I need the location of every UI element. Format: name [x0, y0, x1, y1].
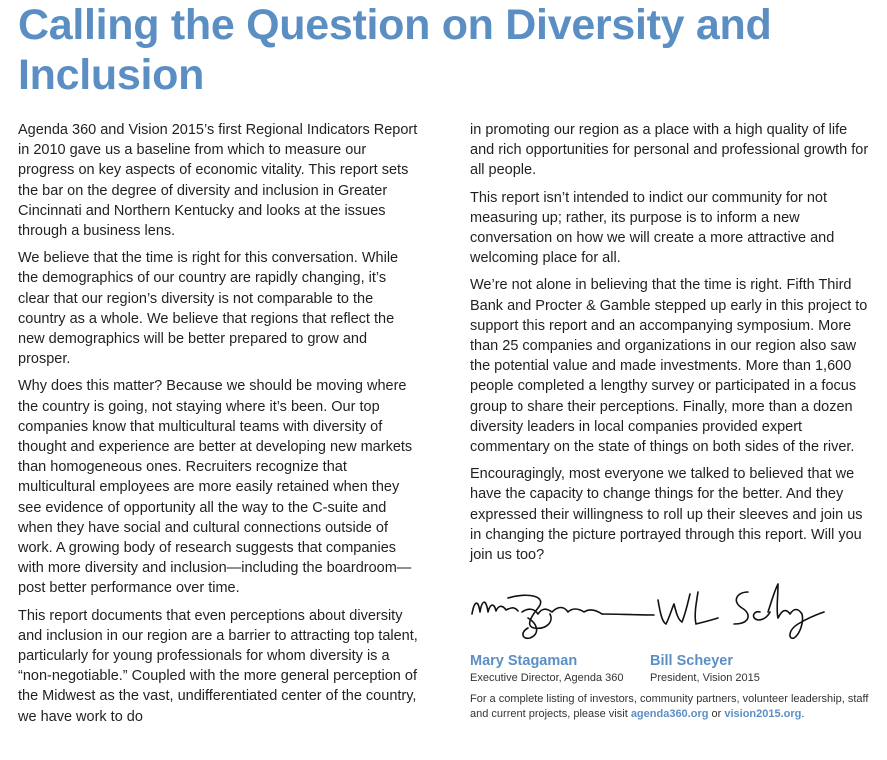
footnote-text: For a complete listing of investors, community partners, volunteer leadership, staff and current projects, please visit: [470, 693, 869, 720]
right-column: [470, 120, 870, 572]
signer-name: Bill Scheyer: [650, 653, 734, 669]
signer-mary-stagaman: [470, 652, 623, 686]
footnote-end: .: [801, 708, 805, 720]
vision2015-link[interactable]: vision2015.org: [724, 708, 802, 720]
paragraph: We’re not alone in believing that the time is right. Fifth Third Bank and Procter & Gamble stepped up early in this project to support this report and an accompanying symposium. More than 25 companies and organizations in our region also saw the potential value and made investments. More than 1,600 people completed a lengthy survey or participated in a focus group to share their perceptions. Finally, more than a dozen diversity leaders in local companies provided expert commentary on the state of things on both sides of the river.: [470, 277, 868, 456]
signer-title: President, Vision 2015: [650, 672, 760, 684]
handwritten-signatures-image: [468, 578, 878, 650]
signer-name: Mary Stagaman: [470, 653, 578, 669]
signer-bill-scheyer: [650, 652, 760, 686]
signature-mary-stagaman: [472, 595, 654, 638]
paragraph: This report documents that even perceptions about diversity and inclusion in our region are a barrier to attracting top talent, particularly for young professionals for whom diversity is a “non-negotiable.” Coupled with the more general perception of the Midwest as the vast, undifferentiated center of the country, we have work to do: [18, 607, 418, 725]
paragraph: This report isn’t intended to indict our community for not measuring up; rather, its purpose is to inform a new conversation on how we will create a more attractive and welcoming place for all.: [470, 189, 835, 267]
paragraph: We believe that the time is right for this conversation. While the demographics of our country are rapidly changing, it’s clear that our region’s diversity is not comparable to the country as a whole. We believe that regions that reflect the new demographics will be better prepared to grow and prosper.: [18, 250, 399, 368]
signature-bill-scheyer: [658, 584, 824, 638]
agenda360-link[interactable]: agenda360.org: [630, 708, 709, 720]
footnote: [470, 692, 880, 722]
page-title: Calling the Question on Diversity and Inclusion: [18, 1, 772, 99]
signatures: [468, 578, 878, 650]
paragraph: in promoting our region as a place with a high quality of life and rich opportunities for personal and professional growth for all people.: [470, 122, 869, 179]
footnote-connector: or: [708, 708, 725, 720]
paragraph: Why does this matter? Because we should be moving where the country is going, not staying where it’s been. Our top companies know that multicultural teams with diversity of thought and experience are better at developing new markets than homogeneous ones. Recruiters recognize that multicultural employees are more easily retained when they see evidence of opportunity all the way to the C-suite and when they have social and cultural connections outside of work. A growing body of research suggests that companies with more diversity and inclusion—including the boardroom—post better performance over time.: [18, 378, 413, 597]
paragraph: Encouragingly, most everyone we talked to believed that we have the capacity to change things for the better. And they expressed their willingness to roll up their sleeves and join us in changing the picture portrayed through this report. Will you join us too?: [470, 466, 863, 564]
signer-title: Executive Director, Agenda 360: [470, 672, 624, 684]
paragraph: Agenda 360 and Vision 2015’s first Regional Indicators Report in 2010 gave us a baseline from which to measure our progress on key aspects of economic vitality. This report sets the bar on the degree of diversity and inclusion in Greater Cincinnati and Northern Kentucky and looks at the issues through a business lens.: [18, 122, 418, 240]
left-column: [18, 120, 418, 734]
